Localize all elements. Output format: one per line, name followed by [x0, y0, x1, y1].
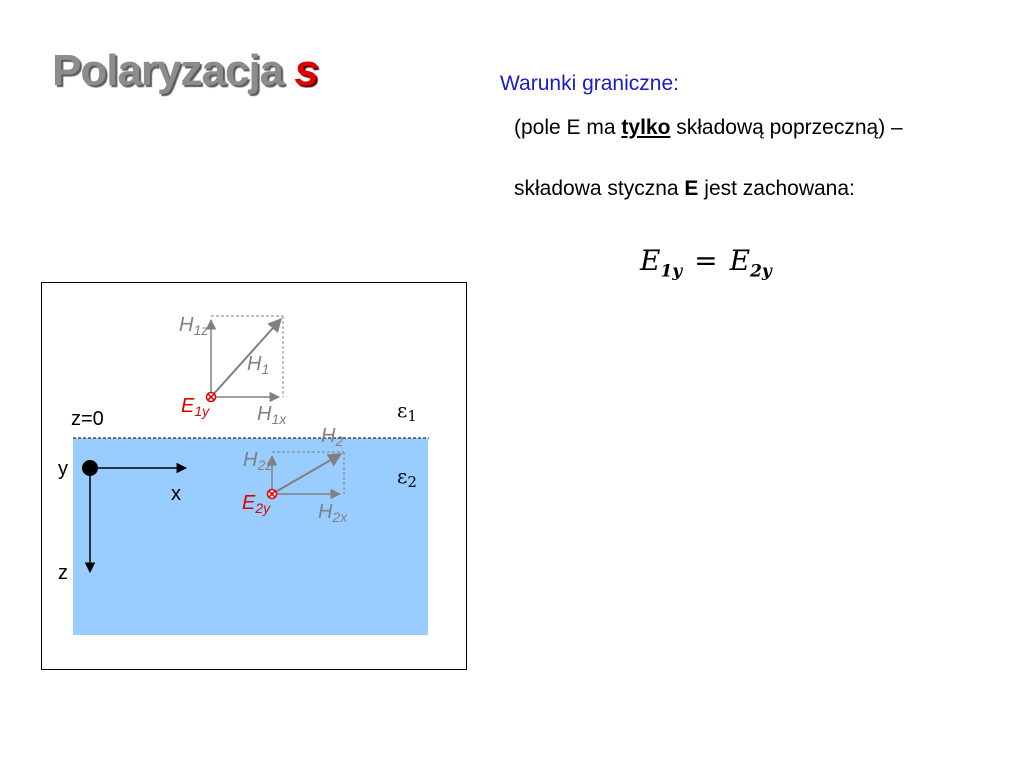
x-axis-label: x — [171, 483, 181, 505]
h2z-main: H — [243, 449, 258, 471]
z-axis-label: z — [58, 562, 68, 584]
e1y-main: E — [181, 395, 195, 417]
condition-line-1 — [514, 116, 903, 140]
y-axis-label: y — [58, 458, 68, 480]
slide-title — [52, 46, 318, 96]
h1x-sub: 1x — [271, 411, 287, 427]
equation-lhs-sub: 1y — [660, 261, 683, 282]
e1y-into-page-icon — [207, 393, 216, 402]
h1-main: H — [247, 353, 262, 375]
conditions-heading: Warunki graniczne: — [500, 72, 679, 95]
title-symbol: s — [294, 46, 318, 95]
epsilon-1-symbol: ε — [397, 398, 408, 422]
e2y-main: E — [242, 492, 256, 514]
line1-suffix: składową poprzeczną) – — [670, 116, 903, 139]
epsilon-2-symbol: ε — [397, 464, 408, 488]
equation-rhs: E — [729, 244, 751, 277]
e1y-sub: 1y — [194, 403, 210, 419]
epsilon-2-sub: 2 — [407, 473, 417, 491]
h2z-sub: 2z — [257, 457, 273, 473]
interface-label: z=0 — [71, 408, 104, 430]
e2y-into-page-icon — [268, 490, 277, 499]
epsilon-1-sub: 1 — [407, 407, 417, 425]
equation-sign: = — [694, 244, 718, 277]
h2-main: H — [321, 425, 336, 447]
h2x-main: H — [318, 501, 333, 523]
line2-emphasis: E — [684, 177, 699, 200]
h1z-sub: 1z — [193, 322, 209, 338]
h1-sub: 1 — [261, 361, 270, 377]
equation-lhs: E — [640, 244, 661, 277]
polarization-diagram — [41, 282, 468, 671]
h1z-main: H — [179, 314, 194, 336]
line2-suffix: jest zachowana: — [698, 177, 855, 200]
title-text: Polaryzacja — [52, 46, 284, 95]
line1-prefix: (pole E ma — [514, 116, 622, 139]
h2-sub: 2 — [335, 433, 344, 449]
condition-line-2 — [514, 177, 855, 201]
boundary-equation — [640, 244, 772, 282]
line2-prefix: składowa styczna — [514, 177, 685, 200]
line1-emphasis: tylko — [621, 116, 671, 139]
h1x-main: H — [257, 403, 272, 425]
e2y-sub: 2y — [255, 500, 271, 516]
h2x-sub: 2x — [332, 509, 348, 525]
equation-rhs-sub: 2y — [750, 261, 772, 282]
